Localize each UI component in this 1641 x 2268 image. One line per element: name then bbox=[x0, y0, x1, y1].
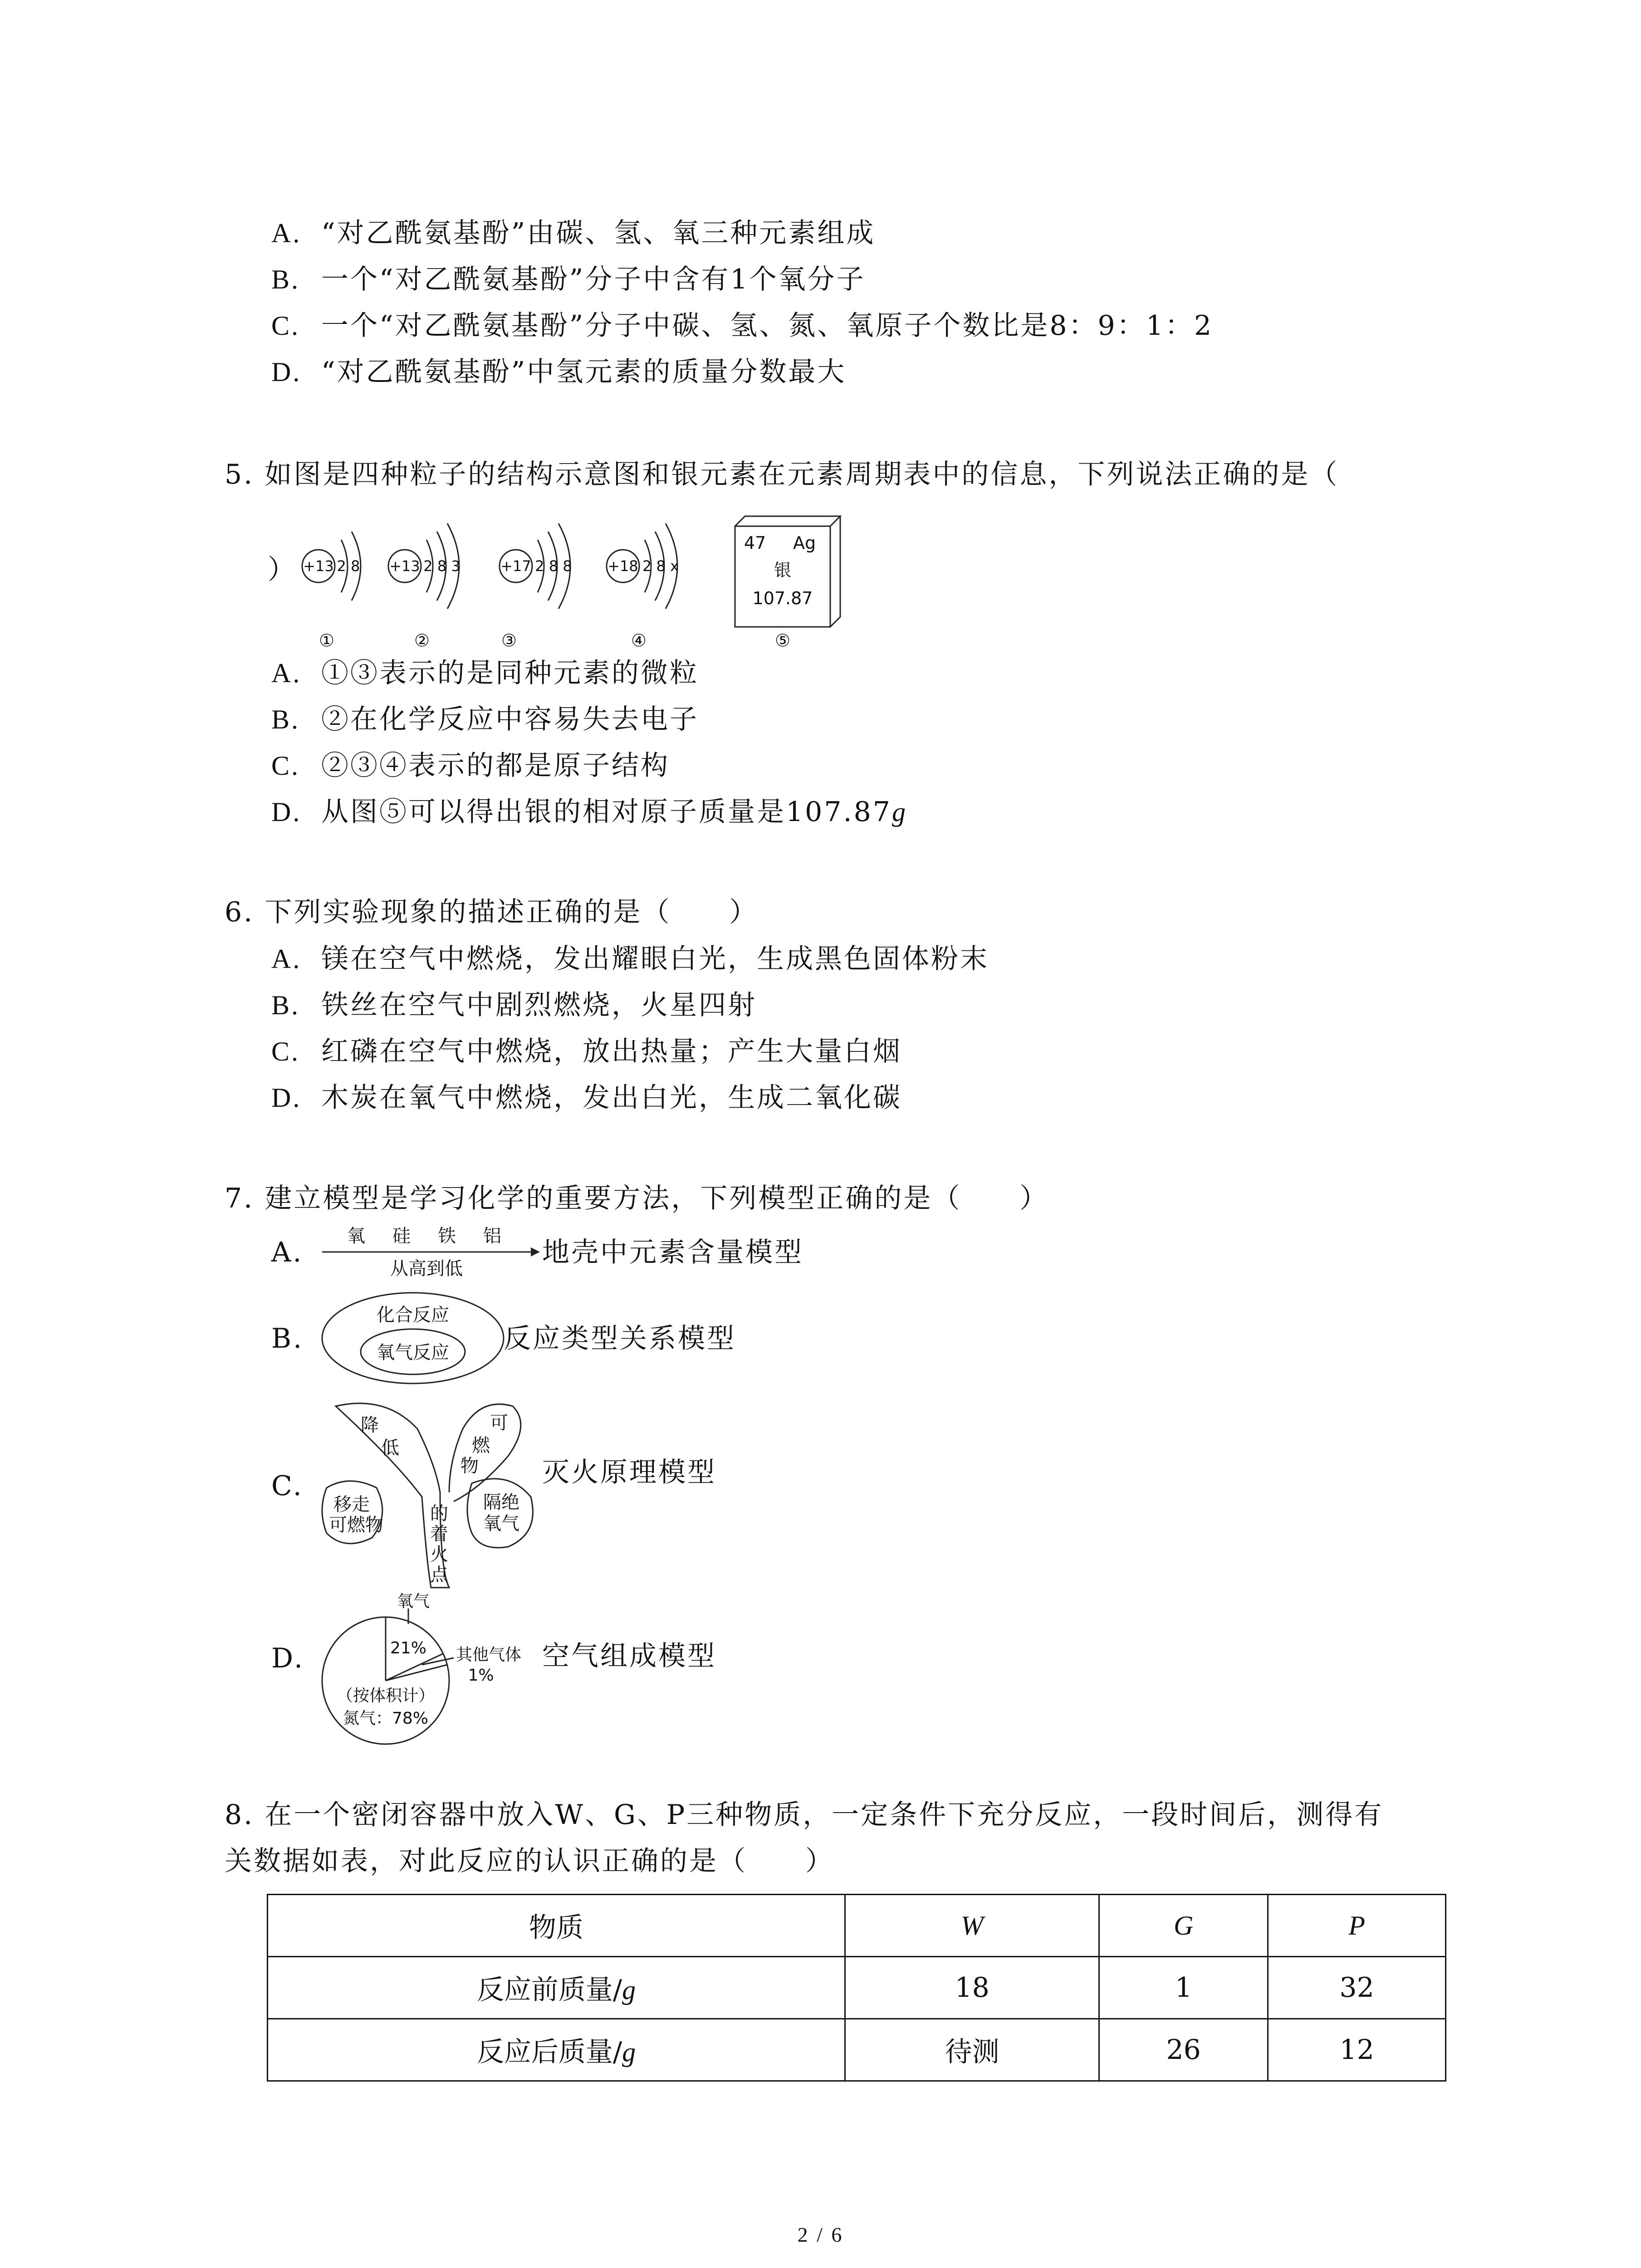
row-label: 反应后质量/g bbox=[268, 2019, 845, 2081]
stem-char-1: 的 bbox=[430, 1503, 448, 1524]
q6-option-a: A. 镁在空气中燃烧，发出耀眼白光，生成黑色固体粉末 bbox=[271, 943, 989, 975]
pie-other-value: 1% bbox=[468, 1666, 494, 1685]
q7-option-b-text: 反应类型关系模型 bbox=[504, 1323, 736, 1354]
cell-w: 待测 bbox=[845, 2019, 1099, 2081]
cell-g: 26 bbox=[1099, 2019, 1268, 2081]
cell-p: 12 bbox=[1268, 2019, 1446, 2081]
q7-option-b-letter: B. bbox=[271, 1323, 304, 1354]
cell-g: 1 bbox=[1099, 1957, 1268, 2019]
leaf-top-right-char-1: 可 bbox=[490, 1413, 508, 1433]
leaf-top-left-char-2: 低 bbox=[381, 1437, 399, 1458]
atom-3-label: ③ bbox=[501, 631, 517, 650]
crust-element-2: 硅 bbox=[392, 1226, 411, 1246]
cell-p: 32 bbox=[1268, 1957, 1446, 2019]
q8-stem-line-1: 8. 在一个密闭容器中放入W、G、P三种物质，一定条件下充分反应，一段时间后，测得有 bbox=[225, 1799, 1384, 1831]
q7-option-c-letter: C. bbox=[271, 1470, 304, 1502]
pie-note: （按体积计） bbox=[336, 1686, 435, 1705]
q7-option-a-text: 地壳中元素含量模型 bbox=[542, 1237, 803, 1268]
crust-order-caption: 从高到低 bbox=[390, 1258, 463, 1279]
atom-2-label: ② bbox=[414, 631, 430, 650]
stem-char-3: 火 bbox=[430, 1544, 448, 1565]
header-substance: 物质 bbox=[268, 1895, 845, 1957]
q6-option-c: C. 红磷在空气中燃烧，放出热量；产生大量白烟 bbox=[271, 1036, 902, 1067]
element-number: 47 bbox=[744, 533, 766, 553]
atom-1-nucleus-charge: +13 bbox=[303, 557, 334, 575]
q7-d-figure bbox=[318, 1592, 554, 1746]
q7-option-a-letter: A. bbox=[271, 1237, 304, 1268]
q7-option-d-text: 空气组成模型 bbox=[542, 1640, 716, 1672]
q5-option-c: C. ②③④表示的都是原子结构 bbox=[271, 750, 670, 782]
table-row bbox=[268, 1957, 1446, 2019]
pie-other-label: 其他气体 bbox=[456, 1646, 522, 1664]
pie-oxygen-value: 21% bbox=[390, 1639, 427, 1657]
header-p: P bbox=[1268, 1895, 1446, 1957]
q5-stem-cont: ） bbox=[268, 554, 297, 586]
q7-option-c-text: 灭火原理模型 bbox=[542, 1457, 716, 1488]
crust-element-1: 氧 bbox=[347, 1226, 365, 1246]
q6-option-d: D. 木炭在氧气中燃烧，发出白光，生成二氧化碳 bbox=[271, 1082, 902, 1114]
leaf-left-line-2: 可燃物 bbox=[329, 1515, 383, 1535]
q5-figure bbox=[290, 499, 862, 662]
q5-option-a: A. ①③表示的是同种元素的微粒 bbox=[271, 657, 699, 689]
stem-char-2: 着 bbox=[430, 1524, 448, 1545]
q4-option-c: C. 一个“对乙酰氨基酚”分子中碳、氢、氮、氧原子个数比是8：9：1：2 bbox=[271, 310, 1214, 342]
atom-4-nucleus-charge: +18 bbox=[607, 557, 638, 575]
atom-4-label: ④ bbox=[631, 631, 647, 650]
page-number: 2 / 6 bbox=[797, 2223, 844, 2246]
q5-option-d: D. 从图⑤可以得出银的相对原子质量是107.87g bbox=[271, 796, 907, 828]
cell-w: 18 bbox=[845, 1957, 1099, 2019]
q7-b-figure bbox=[318, 1288, 508, 1388]
q4-option-b: B. 一个“对乙酰氨基酚”分子中含有1个氧分子 bbox=[271, 264, 866, 295]
atom-4-shells: 2 8 x bbox=[642, 557, 679, 575]
crust-element-4: 铝 bbox=[483, 1226, 501, 1246]
element-label: ⑤ bbox=[774, 631, 791, 650]
leaf-left-line-1: 移走 bbox=[333, 1494, 370, 1515]
element-mass: 107.87 bbox=[752, 588, 813, 608]
q7-option-d-letter: D. bbox=[271, 1642, 305, 1674]
q7-a-figure bbox=[318, 1216, 554, 1288]
q4-option-a: A. “对乙酰氨基酚”由碳、氢、氧三种元素组成 bbox=[271, 217, 876, 249]
q6-option-b: B. 铁丝在空气中剧烈燃烧，火星四射 bbox=[271, 989, 757, 1021]
q6-stem: 6. 下列实验现象的描述正确的是（ ） bbox=[225, 896, 759, 928]
leaf-top-right-char-2: 燃 bbox=[472, 1435, 490, 1456]
leaf-top-right-char-3: 物 bbox=[460, 1456, 479, 1476]
atom-3-shells: 2 8 8 bbox=[535, 557, 572, 575]
atom-1-shells: 2 8 bbox=[337, 557, 360, 575]
table-header-row bbox=[268, 1895, 1446, 1957]
element-symbol: Ag bbox=[793, 533, 816, 553]
table-row bbox=[268, 2019, 1446, 2081]
q7-stem: 7. 建立模型是学习化学的重要方法，下列模型正确的是（ ） bbox=[225, 1183, 1049, 1214]
q8-data-table bbox=[267, 1894, 1446, 2082]
pie-nitrogen: 氮气：78% bbox=[343, 1709, 429, 1728]
stem-char-4: 点 bbox=[430, 1564, 448, 1585]
q8-stem-line-2: 关数据如表，对此反应的认识正确的是（ ） bbox=[225, 1845, 834, 1877]
atom-3-nucleus-charge: +17 bbox=[500, 557, 531, 575]
atom-2-shells: 2 8 3 bbox=[423, 557, 460, 575]
row-label: 反应前质量/g bbox=[268, 1957, 845, 2019]
header-g: G bbox=[1099, 1895, 1268, 1957]
element-name: 银 bbox=[774, 560, 792, 580]
q7-c-figure bbox=[318, 1397, 563, 1597]
leaf-top-left-char-1: 降 bbox=[361, 1415, 379, 1436]
pie-oxygen-label: 氧气 bbox=[397, 1592, 430, 1611]
atom-1-label: ① bbox=[318, 631, 335, 650]
venn-outer-label: 化合反应 bbox=[377, 1305, 449, 1325]
q5-option-b: B. ②在化学反应中容易失去电子 bbox=[271, 704, 699, 735]
leaf-right-line-1: 隔绝 bbox=[483, 1492, 519, 1513]
atom-2-nucleus-charge: +13 bbox=[389, 557, 420, 575]
header-w: W bbox=[845, 1895, 1099, 1957]
leaf-right-line-2: 氧气 bbox=[483, 1513, 519, 1534]
q4-option-d: D. “对乙酰氨基酚”中氢元素的质量分数最大 bbox=[271, 356, 847, 388]
venn-inner-label: 氧气反应 bbox=[377, 1342, 449, 1363]
crust-element-3: 铁 bbox=[438, 1226, 456, 1246]
q5-stem: 5. 如图是四种粒子的结构示意图和银元素在元素周期表中的信息，下列说法正确的是（ bbox=[225, 459, 1339, 490]
